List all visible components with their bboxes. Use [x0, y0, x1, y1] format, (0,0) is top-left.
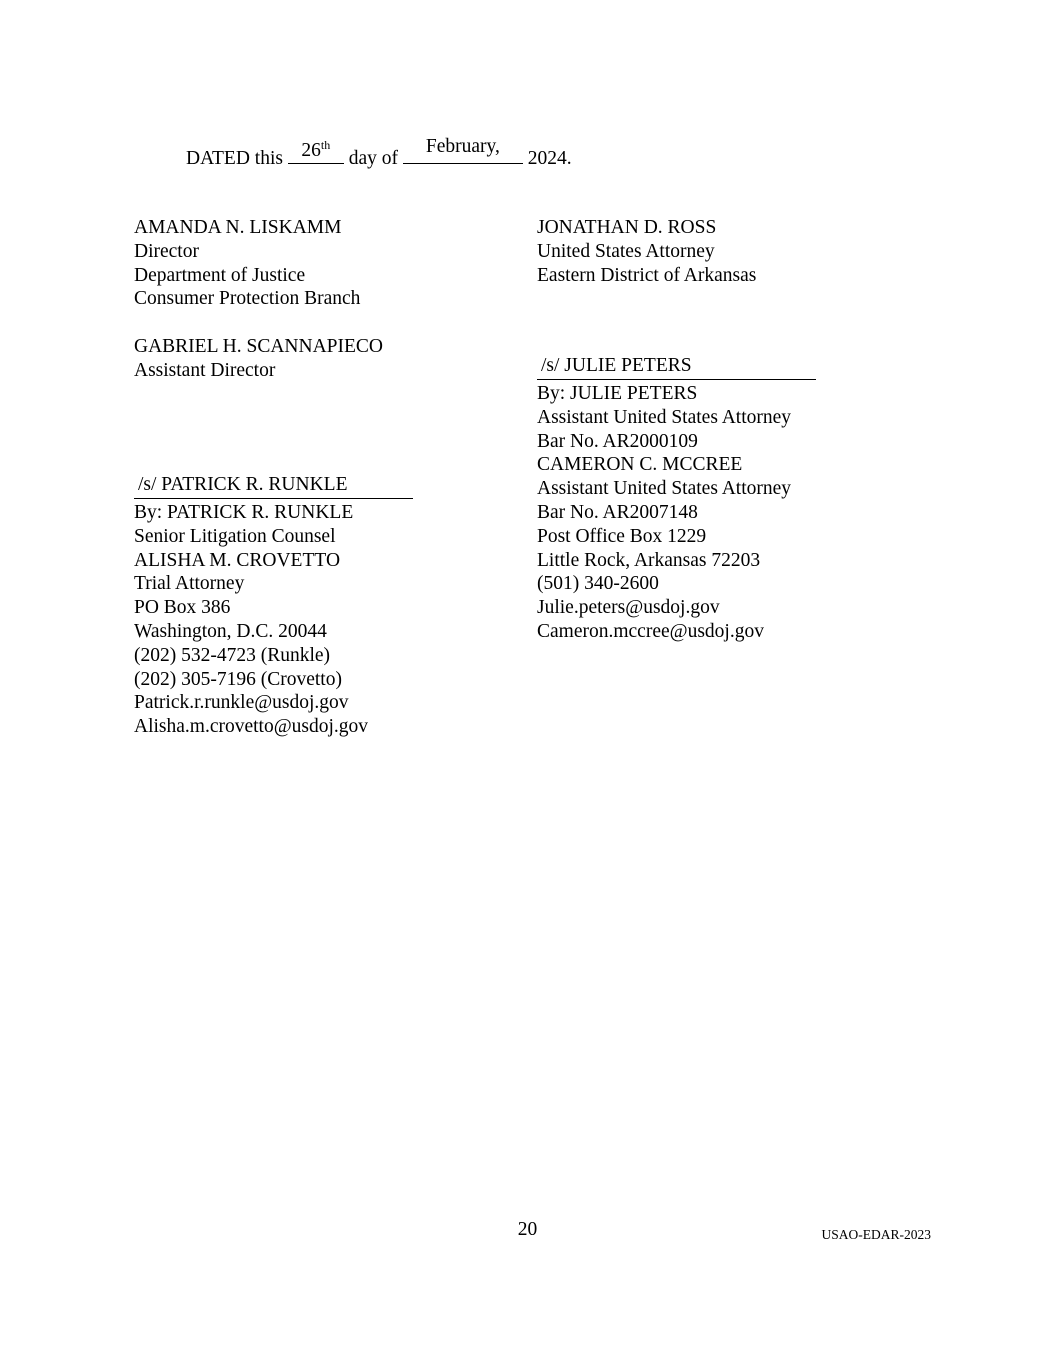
contact-line: Post Office Box 1229: [537, 525, 707, 547]
runkle-signature: /s/ PATRICK R. RUNKLE: [138, 474, 348, 496]
contact-line: CAMERON C. MCCREE: [537, 454, 743, 476]
runkle-contact-block: [134, 501, 368, 739]
contact-line: Washington, D.C. 20044: [134, 620, 327, 642]
director-block: [134, 216, 360, 311]
us-attorney-line: Eastern District of Arkansas: [537, 264, 757, 286]
peters-contact-block: [537, 382, 791, 644]
us-attorney-block: [537, 216, 756, 287]
director-line: Consumer Protection Branch: [134, 288, 361, 310]
assistant-director-title: Assistant Director: [134, 359, 276, 381]
page-number: 20: [517, 1219, 538, 1240]
email-line: Cameron.mccree@usdoj.gov: [537, 620, 764, 642]
day-fill: [288, 138, 344, 161]
contact-line: (202) 305-7196 (Crovetto): [134, 668, 342, 690]
director-name: AMANDA N. LISKAMM: [134, 217, 342, 238]
contact-line: By: PATRICK R. RUNKLE: [134, 502, 354, 523]
contact-line: Senior Litigation Counsel: [134, 525, 336, 547]
contact-line: PO Box 386: [134, 597, 231, 619]
assistant-director-block: [134, 335, 383, 383]
peters-signature: /s/ JULIE PETERS: [541, 355, 692, 377]
document-id: USAO-EDAR-2023: [821, 1227, 931, 1242]
contact-line: (202) 532-4723 (Runkle): [134, 644, 331, 666]
contact-line: (501) 340-2600: [537, 573, 659, 595]
email-line: Julie.peters@usdoj.gov: [537, 597, 720, 619]
email-line: Alisha.m.crovetto@usdoj.gov: [134, 716, 369, 738]
runkle-signature-line: [134, 474, 413, 499]
director-line: Director: [134, 240, 199, 262]
contact-line: Trial Attorney: [134, 573, 245, 595]
month-blank: [403, 136, 523, 164]
contact-line: ALISHA M. CROVETTO: [134, 549, 341, 571]
director-line: Department of Justice: [134, 264, 306, 286]
month-value: February,: [425, 136, 500, 157]
day-value: 26: [301, 140, 321, 161]
contact-line: By: JULIE PETERS: [537, 383, 698, 404]
dated-year: 2024.: [527, 148, 572, 169]
assistant-director-name: GABRIEL H. SCANNAPIECO: [134, 336, 383, 357]
day-blank: [288, 138, 344, 164]
us-attorney-name: JONATHAN D. ROSS: [537, 217, 717, 238]
contact-line: Bar No. AR2007148: [537, 501, 698, 523]
dated-middle: day of: [348, 148, 398, 169]
dated-line: [186, 136, 572, 171]
email-line: Patrick.r.runkle@usdoj.gov: [134, 692, 349, 714]
contact-line: Assistant United States Attorney: [537, 406, 792, 428]
dated-prefix: DATED this: [186, 148, 283, 169]
contact-line: Bar No. AR2000109: [537, 430, 698, 452]
contact-line: Assistant United States Attorney: [537, 478, 792, 500]
us-attorney-line: United States Attorney: [537, 240, 715, 262]
peters-signature-line: [537, 355, 816, 380]
day-suffix: th: [320, 138, 331, 152]
contact-line: Little Rock, Arkansas 72203: [537, 549, 761, 571]
